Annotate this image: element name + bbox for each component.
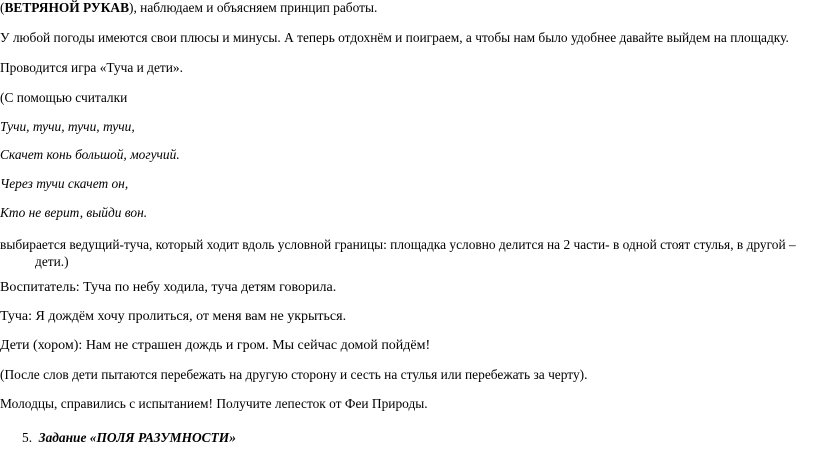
rhyme-line: Тучи, тучи, тучи, тучи, [0, 119, 135, 134]
paragraph-teacher: Воспитатель: Туча по небу ходила, туча детям говорила. [0, 280, 337, 295]
paragraph-children: Дети (хором): Нам не страшен дождь и гром. Мы сейчас домой пойдём! [0, 338, 431, 353]
paragraph-line-continued: дети.) [35, 254, 69, 269]
rhyme-line: Скачет конь большой, могучий. [0, 147, 180, 162]
paragraph-leader-choice [0, 236, 812, 270]
bold-term-wind-sleeve: ВЕТРЯНОЙ РУКАВ [4, 0, 130, 15]
task-title: Задание «ПОЛЯ РАЗУМНОСТИ» [38, 430, 236, 445]
paragraph-counting-rhyme-intro: (С помощью считалки [0, 90, 128, 105]
paragraph-weather: У любой погоды имеются свои плюсы и минусы. А теперь отдохнём и поиграем, а чтобы нам было удобнее давайте выйдем на площадку. [0, 30, 789, 45]
rhyme-line: Через тучи скачет он, [0, 176, 129, 191]
paragraph-cloud: Туча: Я дождём хочу пролиться, от меня вам не укрыться. [0, 309, 347, 324]
paragraph-line: выбирается ведущий-туча, который ходит вдоль условной границы: площадка условно делится на 2 части- в одной стоят стулья, в другой – [0, 237, 796, 252]
task-number: 5. [22, 430, 33, 445]
paragraph-praise: Молодцы, справились с испытанием! Получите лепесток от Феи Природы. [0, 396, 428, 411]
rhyme-line: Кто не верит, выйди вон. [0, 205, 148, 220]
paragraph-game-intro: Проводится игра «Туча и дети». [0, 60, 183, 75]
task-heading [22, 430, 236, 446]
paragraph-text: ), наблюдаем и объясняем принцип работы. [129, 0, 378, 15]
paren-open: ( [0, 0, 5, 15]
paragraph-after-words: (После слов дети пытаются перебежать на другую сторону и сесть на стулья или перебежать за черту). [0, 367, 588, 382]
paragraph-wind-sleeve [0, 0, 377, 16]
